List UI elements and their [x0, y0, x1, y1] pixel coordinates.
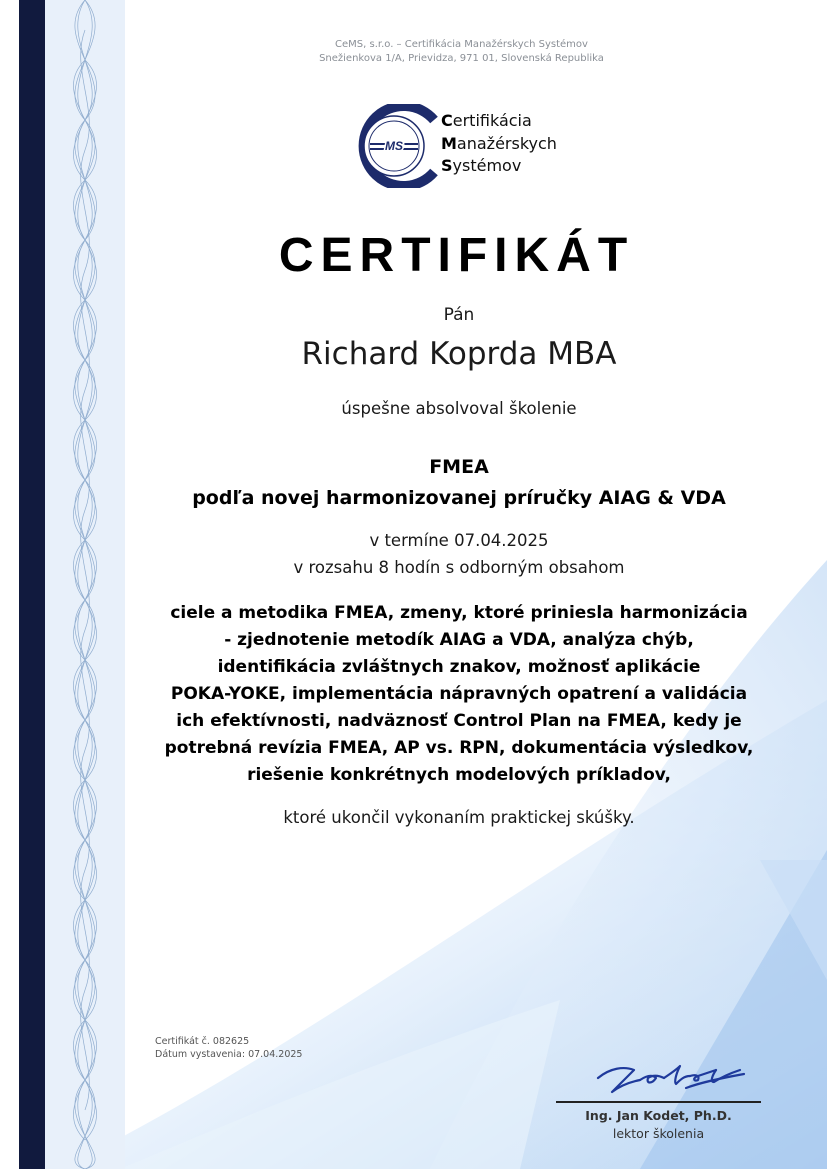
lector-role: lektor školenia [612, 1126, 705, 1141]
course-title [96, 452, 822, 514]
certificate-meta [155, 1035, 302, 1061]
course-term [96, 527, 822, 581]
course-topics [96, 600, 822, 789]
logo-wordmark: Certifikácia Manažérskych Systémov [441, 111, 557, 175]
salutation: Pán [443, 305, 475, 325]
completed-statement: úspešne absolvoval školenie [341, 399, 577, 418]
signature-line [556, 1101, 761, 1103]
course-title-line-2: podľa novej harmonizovanej príručky AIAG & VDA [192, 487, 726, 509]
logo-emblem-text: MS [385, 139, 403, 153]
course-date: v termíne 07.04.2025 [369, 531, 549, 550]
certificate-title: CERTIFIKÁT [278, 229, 635, 282]
lector-name: Ing. Jan Kodet, Ph.D. [585, 1108, 732, 1123]
course-title-line-1: FMEA [429, 456, 489, 478]
certificate-number: Certifikát č. 082625 [155, 1036, 250, 1047]
topic-line: POKA-YOKE, implementácia nápravných opatrení a validácia [170, 684, 748, 704]
issuer-name: CeMS, s.r.o. – Certifikácia Manažérskych Systémov [335, 39, 588, 50]
topic-line: riešenie konkrétnych modelových príkladov, [247, 765, 671, 785]
exam-statement: ktoré ukončil vykonaním praktickej skúšky. [283, 808, 635, 827]
topic-line: ciele a metodika FMEA, zmeny, ktoré priniesla harmonizácia [170, 603, 748, 623]
topic-line: ich efektívnosti, nadväznosť Control Plan na FMEA, kedy je [176, 711, 742, 731]
lector-signature [590, 1058, 750, 1098]
topic-line: potrebná revízia FMEA, AP vs. RPN, dokumentácia výsledkov, [164, 738, 754, 758]
topic-line: - zjednotenie metodík AIAG a VDA, analýza chýb, [224, 630, 694, 650]
issue-date: Dátum vystavenia: 07.04.2025 [155, 1049, 303, 1060]
issuer-address: Snežienkova 1/A, Prievidza, 971 01, Slovenská Republika [319, 53, 604, 64]
recipient-name: Richard Koprda MBA [301, 336, 617, 372]
topic-line: identifikácia zvláštnych znakov, možnosť aplikácie [217, 657, 701, 677]
issuer-header [0, 38, 827, 66]
course-scope: v rozsahu 8 hodín s odborným obsahom [293, 558, 625, 577]
